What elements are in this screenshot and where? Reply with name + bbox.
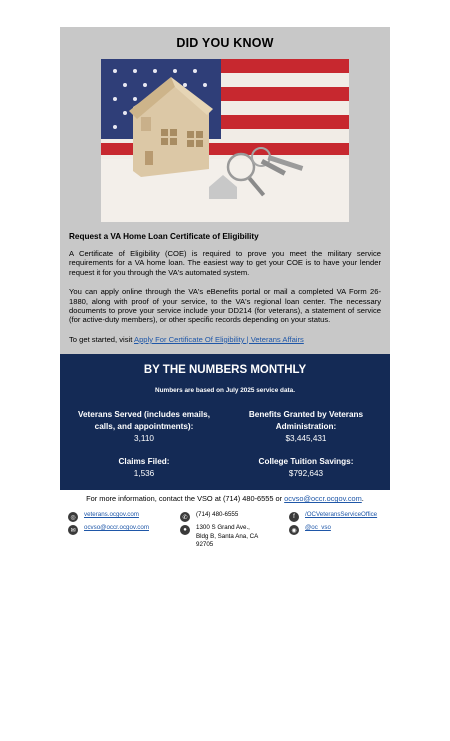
email-link[interactable]: ocvso@occr.ocgov.com <box>84 524 149 532</box>
address-row <box>180 524 289 550</box>
address-line-3: 92705 <box>196 541 214 549</box>
did-you-know-section <box>60 27 390 354</box>
email-row <box>68 524 180 535</box>
website-link[interactable]: veterans.ocgov.com <box>84 511 139 519</box>
article-heading: Request a VA Home Loan Certificate of Eligibility <box>69 232 259 241</box>
facebook-row <box>289 511 390 522</box>
envelope-icon: ✉ <box>68 525 78 535</box>
stat-tuition-savings <box>230 456 382 480</box>
address <box>196 524 258 550</box>
more-info-text: For more information, contact the VSO at (714) 480-6555 or <box>86 494 285 504</box>
contact-grid <box>68 511 390 552</box>
instagram-row <box>289 524 390 535</box>
numbers-title: BY THE NUMBERS MONTHLY <box>143 364 307 377</box>
stat-label: Benefits Granted by Veterans Administration: <box>248 410 364 432</box>
more-info-email-link[interactable]: ocvso@occr.ocgov.com <box>284 494 362 504</box>
address-line-2: Bldg B, Santa Ana, CA <box>196 532 259 540</box>
phone-row <box>180 511 289 522</box>
by-the-numbers-section <box>60 354 390 490</box>
house-flag-image <box>101 59 349 222</box>
stats-grid <box>68 409 382 480</box>
stat-value: $792,643 <box>288 469 324 479</box>
phone-number: (714) 480-6555 <box>196 511 239 519</box>
newsletter-page <box>60 27 390 552</box>
more-info-suffix: . <box>361 494 364 504</box>
globe-icon: ◎ <box>68 512 78 522</box>
did-you-know-title: DID YOU KNOW <box>176 36 274 50</box>
contact-column-web <box>68 511 180 552</box>
phone-icon: ✆ <box>180 512 190 522</box>
stat-claims-filed <box>68 456 220 480</box>
stat-value: 1,536 <box>133 469 155 479</box>
contact-column-phone <box>180 511 289 552</box>
instagram-link[interactable]: @oc_vso <box>305 524 331 532</box>
facebook-link[interactable]: /OCVeteransServiceOffice <box>305 511 378 519</box>
stat-benefits-granted <box>230 409 382 445</box>
article-paragraph-1: A Certificate of Eligibility (COE) is required to prove you meet the military service requirements for a VA home loan. The easiest way to get your COE is to have your lender request it for you through the VA's automated system. <box>69 249 381 277</box>
contact-column-social <box>289 511 390 552</box>
article-paragraph-3 <box>69 335 381 344</box>
stat-veterans-served <box>68 409 220 445</box>
article-paragraph-2: You can apply online through the VA's eBenefits portal or mail a completed VA Form 26-1880, along with proof of your service, to the VA's regional loan center. The necessary documents to prove your service include your DD214 (for veterans), a statement of service (for active-duty members), or other specific records depending on your status. <box>69 287 381 325</box>
stat-label: Veterans Served (includes emails, calls, and appointments): <box>78 410 210 432</box>
stat-label: Claims Filed: <box>118 457 170 467</box>
stat-value: $3,445,431 <box>285 434 327 444</box>
location-pin-icon: ● <box>180 525 190 535</box>
website-row <box>68 511 180 522</box>
more-info-line <box>60 494 390 503</box>
facebook-icon: f <box>289 512 299 522</box>
coe-link[interactable]: Apply For Certificate Of Eligibility | Veterans Affairs <box>134 334 304 344</box>
get-started-text: To get started, visit <box>69 334 134 344</box>
stat-value: 3,110 <box>134 434 154 444</box>
stat-label: College Tuition Savings: <box>258 457 354 467</box>
instagram-icon: ◉ <box>289 525 299 535</box>
numbers-subtitle: Numbers are based on July 2025 service data. <box>155 387 295 395</box>
address-line-1: 1300 S Grand Ave., <box>196 524 250 532</box>
